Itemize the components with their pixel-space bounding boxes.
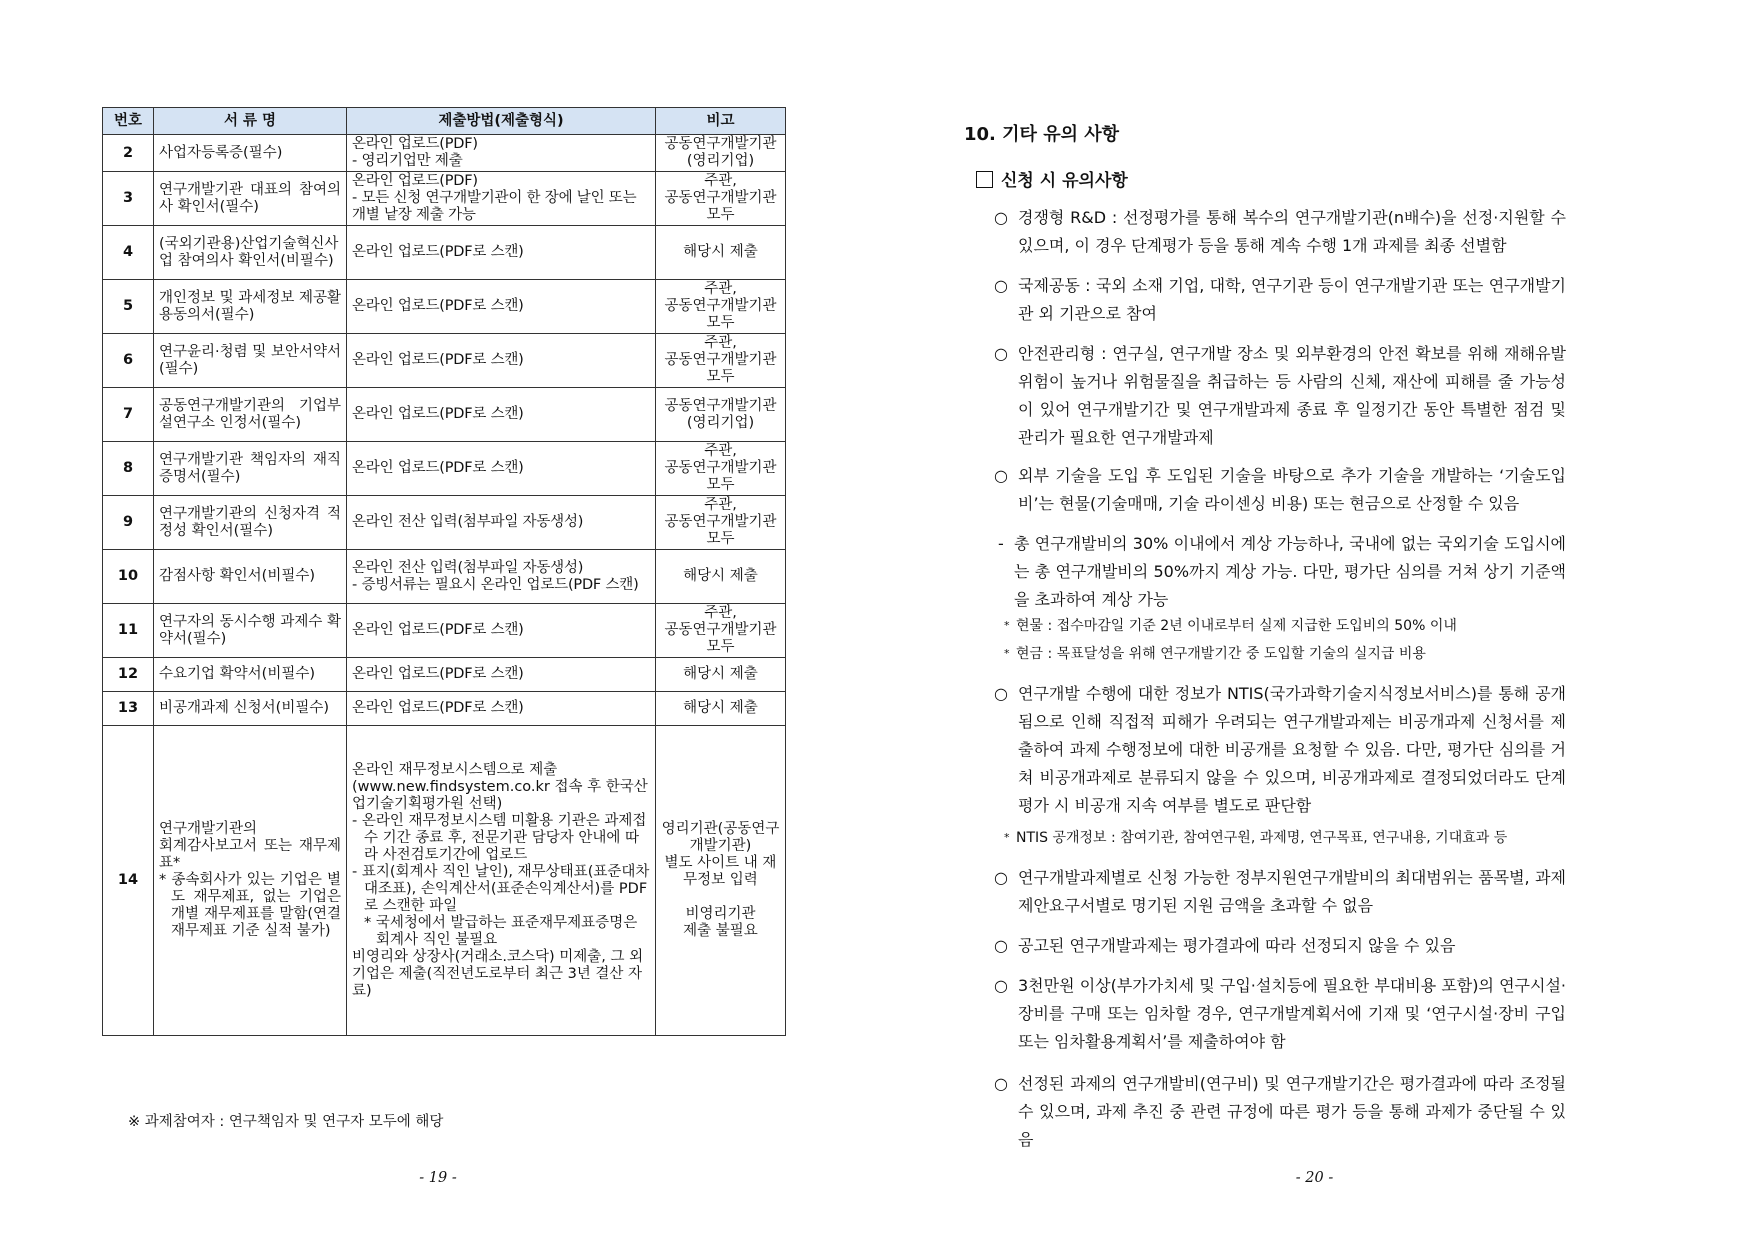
- cell-name: 사업자등록증(필수): [154, 135, 347, 172]
- cell-name: [154, 726, 347, 1036]
- method-line: 온라인 재무정보시스템으로 제출: [352, 761, 558, 778]
- cell-name: 연구개발기관의 신청자격 적정성 확인서(필수): [154, 496, 347, 550]
- cell-note: 해당시 제출: [656, 226, 786, 280]
- cell-note: 주관, 공동연구개발기관 모두: [656, 442, 786, 496]
- table-row: [103, 658, 786, 692]
- item-text: 국제공동 : 국외 소재 기업, 대학, 연구기관 등이 연구개발기관 또는 연구개발기관 외 기관으로 참여: [1018, 276, 1566, 323]
- table-row: [103, 604, 786, 658]
- circle-bullet-icon: ○: [994, 466, 1008, 485]
- cell-method: 온라인 업로드(PDF로 스캔): [347, 658, 656, 692]
- asterisk-bullet-icon: *: [1004, 831, 1010, 844]
- method-line: (www.new.findsystem.co.kr 접속 후 한국산업기술기획평가원 선택): [352, 778, 648, 812]
- cell-method: 온라인 업로드(PDF) - 모든 신청 연구개발기관이 한 장에 날인 또는 개별 낱장 제출 가능: [347, 172, 656, 226]
- list-item: [994, 864, 1566, 920]
- cell-note: 공동연구개발기관 (영리기업): [656, 388, 786, 442]
- list-item: [994, 272, 1566, 328]
- cell-no: 14: [103, 726, 154, 1036]
- cell-name: 수요기업 확약서(비필수): [154, 658, 347, 692]
- item-text: 연구개발 수행에 대한 정보가 NTIS(국가과학기술지식정보서비스)를 통해 공개됨으로 인해 직접적 피해가 우려되는 연구개발과제는 비공개과제 신청서를 제출하여 과제 수행정보에 대한 비공개를 요청할 수 있음. 다만, 평가단 심의를 거쳐 비공개과제로 분류되지 않을 수 있으며, 비공개과제로 결정되었더라도 단계평가 시 비공개 지속 여부를 별도로 판단함: [1018, 684, 1566, 815]
- list-item: [994, 680, 1566, 820]
- cell-note: 해당시 제출: [656, 692, 786, 726]
- item-text: 현물 : 접수마감일 기준 2년 이내로부터 실제 지급한 도입비의 50% 이내: [1016, 618, 1457, 634]
- circle-bullet-icon: ○: [994, 976, 1008, 995]
- cell-no: 3: [103, 172, 154, 226]
- cell-no: 13: [103, 692, 154, 726]
- cell-method: 온라인 업로드(PDF로 스캔): [347, 388, 656, 442]
- list-item: [1004, 642, 1566, 666]
- note-line: 별도 사이트 내 재무정보 입력: [664, 855, 777, 888]
- circle-bullet-icon: ○: [994, 276, 1008, 295]
- cell-method: 온라인 업로드(PDF로 스캔): [347, 442, 656, 496]
- cell-method: 온라인 업로드(PDF로 스캔): [347, 280, 656, 334]
- cell-name: 비공개과제 신청서(비필수): [154, 692, 347, 726]
- cell-note: 주관, 공동연구개발기관 모두: [656, 172, 786, 226]
- list-item: [998, 530, 1566, 614]
- cell-name: 공동연구개발기관의 기업부설연구소 인정서(필수): [154, 388, 347, 442]
- document-table: [102, 107, 786, 1036]
- cell-no: 12: [103, 658, 154, 692]
- list-item: [1004, 826, 1566, 850]
- cell-no: 10: [103, 550, 154, 604]
- cell-no: 6: [103, 334, 154, 388]
- cell-name: 감점사항 확인서(비필수): [154, 550, 347, 604]
- table-row: [103, 334, 786, 388]
- header-note: 비고: [656, 108, 786, 135]
- table-row: [103, 388, 786, 442]
- list-item: [994, 932, 1566, 960]
- item-text: 총 연구개발비의 30% 이내에서 계상 가능하나, 국내에 없는 국외기술 도입시에는 총 연구개발비의 50%까지 계상 가능. 다만, 평가단 심의를 거쳐 상기 기준액을 초과하여 계상 가능: [1014, 534, 1566, 609]
- footnote: ※ 과제참여자 : 연구책임자 및 연구자 모두에 해당: [128, 1114, 444, 1130]
- cell-no: 4: [103, 226, 154, 280]
- item-text: 경쟁형 R&D : 선정평가를 통해 복수의 연구개발기관(n배수)을 선정·지원할 수 있으며, 이 경우 단계평가 등을 통해 계속 수행 1개 과제를 최종 선별함: [1018, 208, 1566, 255]
- item-text: NTIS 공개정보 : 참여기관, 참여연구원, 과제명, 연구목표, 연구내용, 기대효과 등: [1016, 830, 1508, 846]
- table-row: [103, 226, 786, 280]
- asterisk-bullet-icon: *: [1004, 619, 1010, 632]
- circle-bullet-icon: ○: [994, 684, 1008, 703]
- cell-no: 11: [103, 604, 154, 658]
- table-row: [103, 280, 786, 334]
- circle-bullet-icon: ○: [994, 208, 1008, 227]
- list-item: [994, 1070, 1566, 1154]
- cell-no: 8: [103, 442, 154, 496]
- item-text: 외부 기술을 도입 후 도입된 기술을 바탕으로 추가 기술을 개발하는 ‘기술도입비’는 현물(기술매매, 기술 라이센싱 비용) 또는 현금으로 산정할 수 있음: [1018, 466, 1566, 513]
- cell-no: 7: [103, 388, 154, 442]
- table-row: [103, 442, 786, 496]
- item-text: 안전관리형 : 연구실, 연구개발 장소 및 외부환경의 안전 확보를 위해 재해유발 위험이 높거나 위험물질을 취급하는 등 사람의 신체, 재산에 피해를 줄 가능성이 있어 연구개발기간 및 연구개발과제 종료 후 일정기간 동안 특별한 점검 및 관리가 필요한 연구개발과제: [1018, 344, 1566, 447]
- table-row: [103, 135, 786, 172]
- table-row: [103, 726, 786, 1036]
- table-row: [103, 692, 786, 726]
- note-line: 제출 불필요: [683, 923, 758, 939]
- subsection-label: 신청 시 유의사항: [1001, 171, 1128, 191]
- list-item: [994, 204, 1566, 260]
- note-line: 영리기관(공동연구개발기관): [661, 821, 780, 854]
- list-item: [1004, 614, 1566, 638]
- cell-note: 주관, 공동연구개발기관 모두: [656, 280, 786, 334]
- cell-name: (국외기관용)산업기술혁신사업 참여의사 확인서(비필수): [154, 226, 347, 280]
- cell-note: 해당시 제출: [656, 550, 786, 604]
- circle-bullet-icon: ○: [994, 936, 1008, 955]
- cell-method: 온라인 업로드(PDF) - 영리기업만 제출: [347, 135, 656, 172]
- cell-note: 해당시 제출: [656, 658, 786, 692]
- table-row: [103, 172, 786, 226]
- circle-bullet-icon: ○: [994, 868, 1008, 887]
- asterisk-bullet-icon: *: [1004, 647, 1010, 660]
- header-no: 번호: [103, 108, 154, 135]
- cell-method: 온라인 전산 입력(첨부파일 자동생성) - 증빙서류는 필요시 온라인 업로드(PDF 스캔): [347, 550, 656, 604]
- cell-method: 온라인 전산 입력(첨부파일 자동생성): [347, 496, 656, 550]
- cell-method: 온라인 업로드(PDF로 스캔): [347, 604, 656, 658]
- list-item: [994, 340, 1566, 452]
- list-item: [994, 972, 1566, 1056]
- item-text: 현금 : 목표달성을 위해 연구개발기간 중 도입할 기술의 실지급 비용: [1016, 646, 1426, 662]
- item-text: 공고된 연구개발과제는 평가결과에 따라 선정되지 않을 수 있음: [1018, 936, 1456, 955]
- name-line: 연구개발기관의: [159, 821, 258, 837]
- cell-method: 온라인 업로드(PDF로 스캔): [347, 226, 656, 280]
- page-number: - 19 -: [419, 1170, 457, 1186]
- table-row: [103, 496, 786, 550]
- cell-method: 온라인 업로드(PDF로 스캔): [347, 692, 656, 726]
- method-line: - 온라인 재무정보시스템 미활용 기관은 과제접수 기간 종료 후, 전문기관 담당자 안내에 따라 사전검토기간에 업로드: [352, 812, 647, 863]
- item-text: 연구개발과제별로 신청 가능한 정부지원연구개발비의 최대범위는 품목별, 과제 제안요구서별로 명기된 지원 금액을 초과할 수 없음: [1018, 868, 1566, 915]
- cell-no: 9: [103, 496, 154, 550]
- method-line: 비영리와 상장사(거래소.코스닥) 미제출, 그 외 기업은 제출(직전년도로부터 최근 3년 결산 자료): [352, 948, 644, 999]
- name-note: * 종속회사가 있는 기업은 별도 재무제표, 없는 기업은 개별 재무제표를 말함(연결 재무제표 기준 실적 불가): [159, 872, 341, 939]
- cell-note: [656, 726, 786, 1036]
- cell-name: 연구윤리·청렴 및 보안서약서(필수): [154, 334, 347, 388]
- right-page: [876, 0, 1753, 1240]
- cell-name: 개인정보 및 과세정보 제공활용동의서(필수): [154, 280, 347, 334]
- note-line: 비영리기관: [685, 906, 756, 922]
- cell-method: 온라인 업로드(PDF로 스캔): [347, 334, 656, 388]
- circle-bullet-icon: ○: [994, 1074, 1008, 1093]
- circle-bullet-icon: ○: [994, 344, 1008, 363]
- cell-name: 연구개발기관 책임자의 재직증명서(필수): [154, 442, 347, 496]
- cell-note: 주관, 공동연구개발기관 모두: [656, 496, 786, 550]
- header-name: 서 류 명: [154, 108, 347, 135]
- left-page: [0, 0, 876, 1240]
- list-item: [994, 462, 1566, 518]
- cell-note: 주관, 공동연구개발기관 모두: [656, 334, 786, 388]
- dash-bullet-icon: -: [998, 534, 1004, 553]
- cell-method: [347, 726, 656, 1036]
- cell-name: 연구개발기관 대표의 참여의사 확인서(필수): [154, 172, 347, 226]
- checkbox-square-icon: [976, 171, 993, 188]
- name-line: 회계감사보고서 또는 재무제표*: [159, 838, 341, 871]
- subsection-title: [976, 166, 1128, 191]
- method-line: * 국세청에서 발급하는 표준재무제표증명은 회계사 직인 불필요: [364, 914, 638, 948]
- cell-no: 2: [103, 135, 154, 172]
- page-number: - 20 -: [1295, 1170, 1334, 1186]
- table-header-row: [103, 108, 786, 135]
- header-method: 제출방법(제출형식): [347, 108, 656, 135]
- cell-no: 5: [103, 280, 154, 334]
- table-row: [103, 550, 786, 604]
- cell-name: 연구자의 동시수행 과제수 확약서(필수): [154, 604, 347, 658]
- section-title: 10. 기타 유의 사항: [964, 124, 1120, 145]
- cell-note: 주관, 공동연구개발기관 모두: [656, 604, 786, 658]
- cell-note: 공동연구개발기관 (영리기업): [656, 135, 786, 172]
- method-line: - 표지(회계사 직인 날인), 재무상태표(표준대차대조표), 손익계산서(표준손익계산서)를 PDF로 스캔한 파일: [352, 863, 650, 914]
- item-text: 3천만원 이상(부가가치세 및 구입·설치등에 필요한 부대비용 포함)의 연구시설·장비를 구매 또는 임차할 경우, 연구개발계획서에 기재 및 ‘연구시설·장비 구입 또는 임차활용계획서’를 제출하여야 함: [1018, 976, 1566, 1051]
- item-text: 선정된 과제의 연구개발비(연구비) 및 연구개발기간은 평가결과에 따라 조정될 수 있으며, 과제 추진 중 관련 규정에 따른 평가 등을 통해 과제가 중단될 수 있음: [1018, 1074, 1566, 1149]
